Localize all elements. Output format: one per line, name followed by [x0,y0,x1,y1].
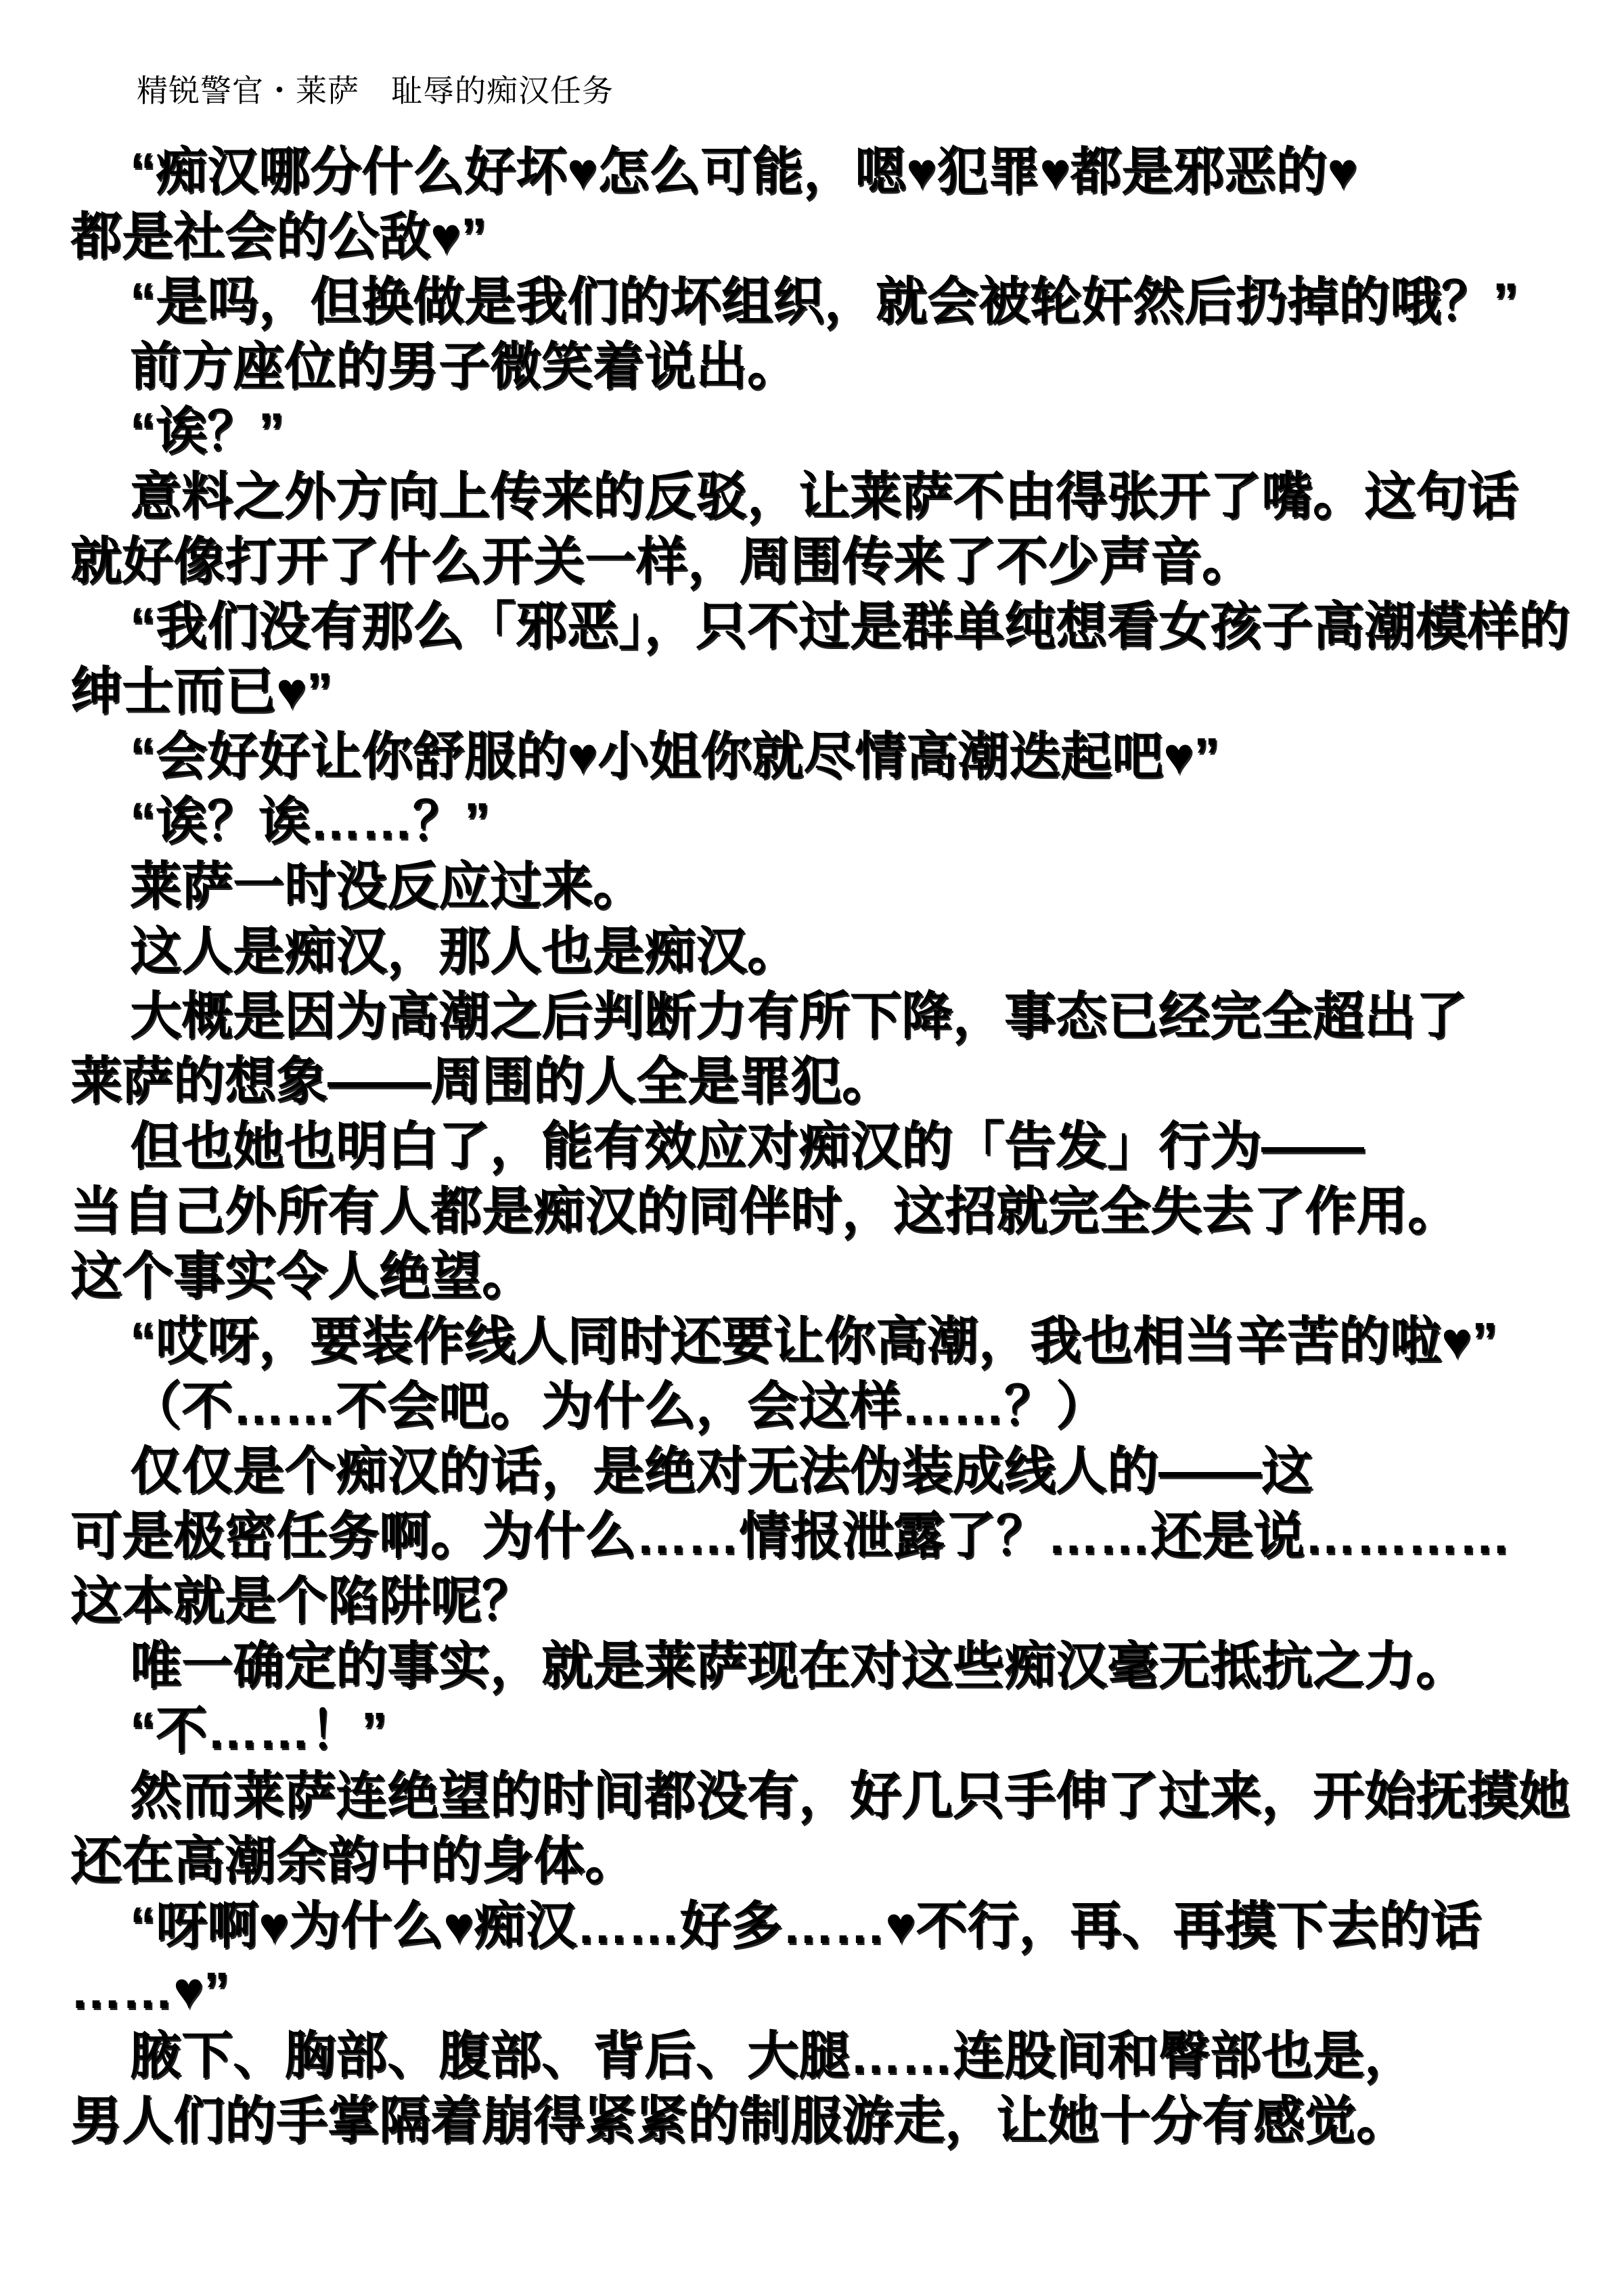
text-line: 可是极密任务啊。为什么……情报泄露了？……还是说………… [70,1507,1510,1565]
text-line: “呀啊♥为什么♥痴汉……好多……♥不行，再、再摸下去的话 [130,1897,1482,1955]
page-header-title: 精锐警官・莱萨 耻辱的痴汉任务 [137,74,614,108]
text-body [70,139,1600,2154]
text-line: （不……不会吧。为什么，会这样……？） [130,1377,1107,1435]
text-line: 绅士而已♥” [70,663,333,720]
text-line: 唯一确定的事实，就是莱萨现在对这些痴汉毫无抵抗之力。 [130,1637,1467,1695]
text-line: ……♥” [70,1962,230,2020]
text-line: “痴汉哪分什么好坏♥怎么可能，嗯♥犯罪♥都是邪恶的♥ [130,143,1358,200]
text-line: “会好好让你舒服的♥小姐你就尽情高潮迭起吧♥” [130,728,1220,785]
text-line: 大概是因为高潮之后判断力有所下降，事态已经完全超出了 [130,987,1467,1045]
text-line: 还在高潮余韵中的身体。 [70,1832,636,1890]
text-line: “诶？诶……？” [130,793,490,850]
text-line: 但也她也明白了，能有效应对痴汉的「告发」行为—— [130,1117,1364,1175]
text-line: 都是社会的公敌♥” [70,208,487,265]
text-line: “是吗，但换做是我们的坏组织，就会被轮奸然后扔掉的哦？” [130,273,1518,330]
text-line: 这本就是个陷阱呢？ [70,1572,533,1630]
text-line: 意料之外方向上传来的反驳，让莱萨不由得张开了嘴。这句话 [130,468,1518,525]
text-line: “哎呀，要装作线人同时还要让你高潮，我也相当辛苦的啦♥” [130,1312,1498,1370]
text-line: 就好像打开了什么开关一样，周围传来了不少声音。 [70,533,1253,590]
text-line: 莱萨的想象——周围的人全是罪犯。 [70,1052,893,1110]
text-line: 仅仅是个痴汉的话，是绝对无法伪装成线人的——这 [130,1442,1313,1500]
text-line: 莱萨一时没反应过来。 [130,857,644,915]
text-line: 这人是痴汉，那人也是痴汉。 [130,922,798,980]
text-line: “不……！” [130,1702,387,1760]
text-line: 然而莱萨连绝望的时间都没有，好几只手伸了过来，开始抚摸她 [130,1767,1570,1825]
text-line: 这个事实令人绝望。 [70,1247,533,1305]
text-line: 腋下、胸部、腹部、背后、大腿……连股间和臀部也是， [130,2027,1416,2084]
text-line: 男人们的手掌隔着崩得紧紧的制服游走，让她十分有感觉。 [70,2092,1407,2149]
text-line: “我们没有那么「邪恶」，只不过是群单纯想看女孩子高潮模样的 [130,598,1570,655]
text-line: 前方座位的男子微笑着说出。 [130,338,798,395]
text-line: “诶？” [130,403,284,460]
text-line: 当自己外所有人都是痴汉的同伴时，这招就完全失去了作用。 [70,1182,1459,1240]
